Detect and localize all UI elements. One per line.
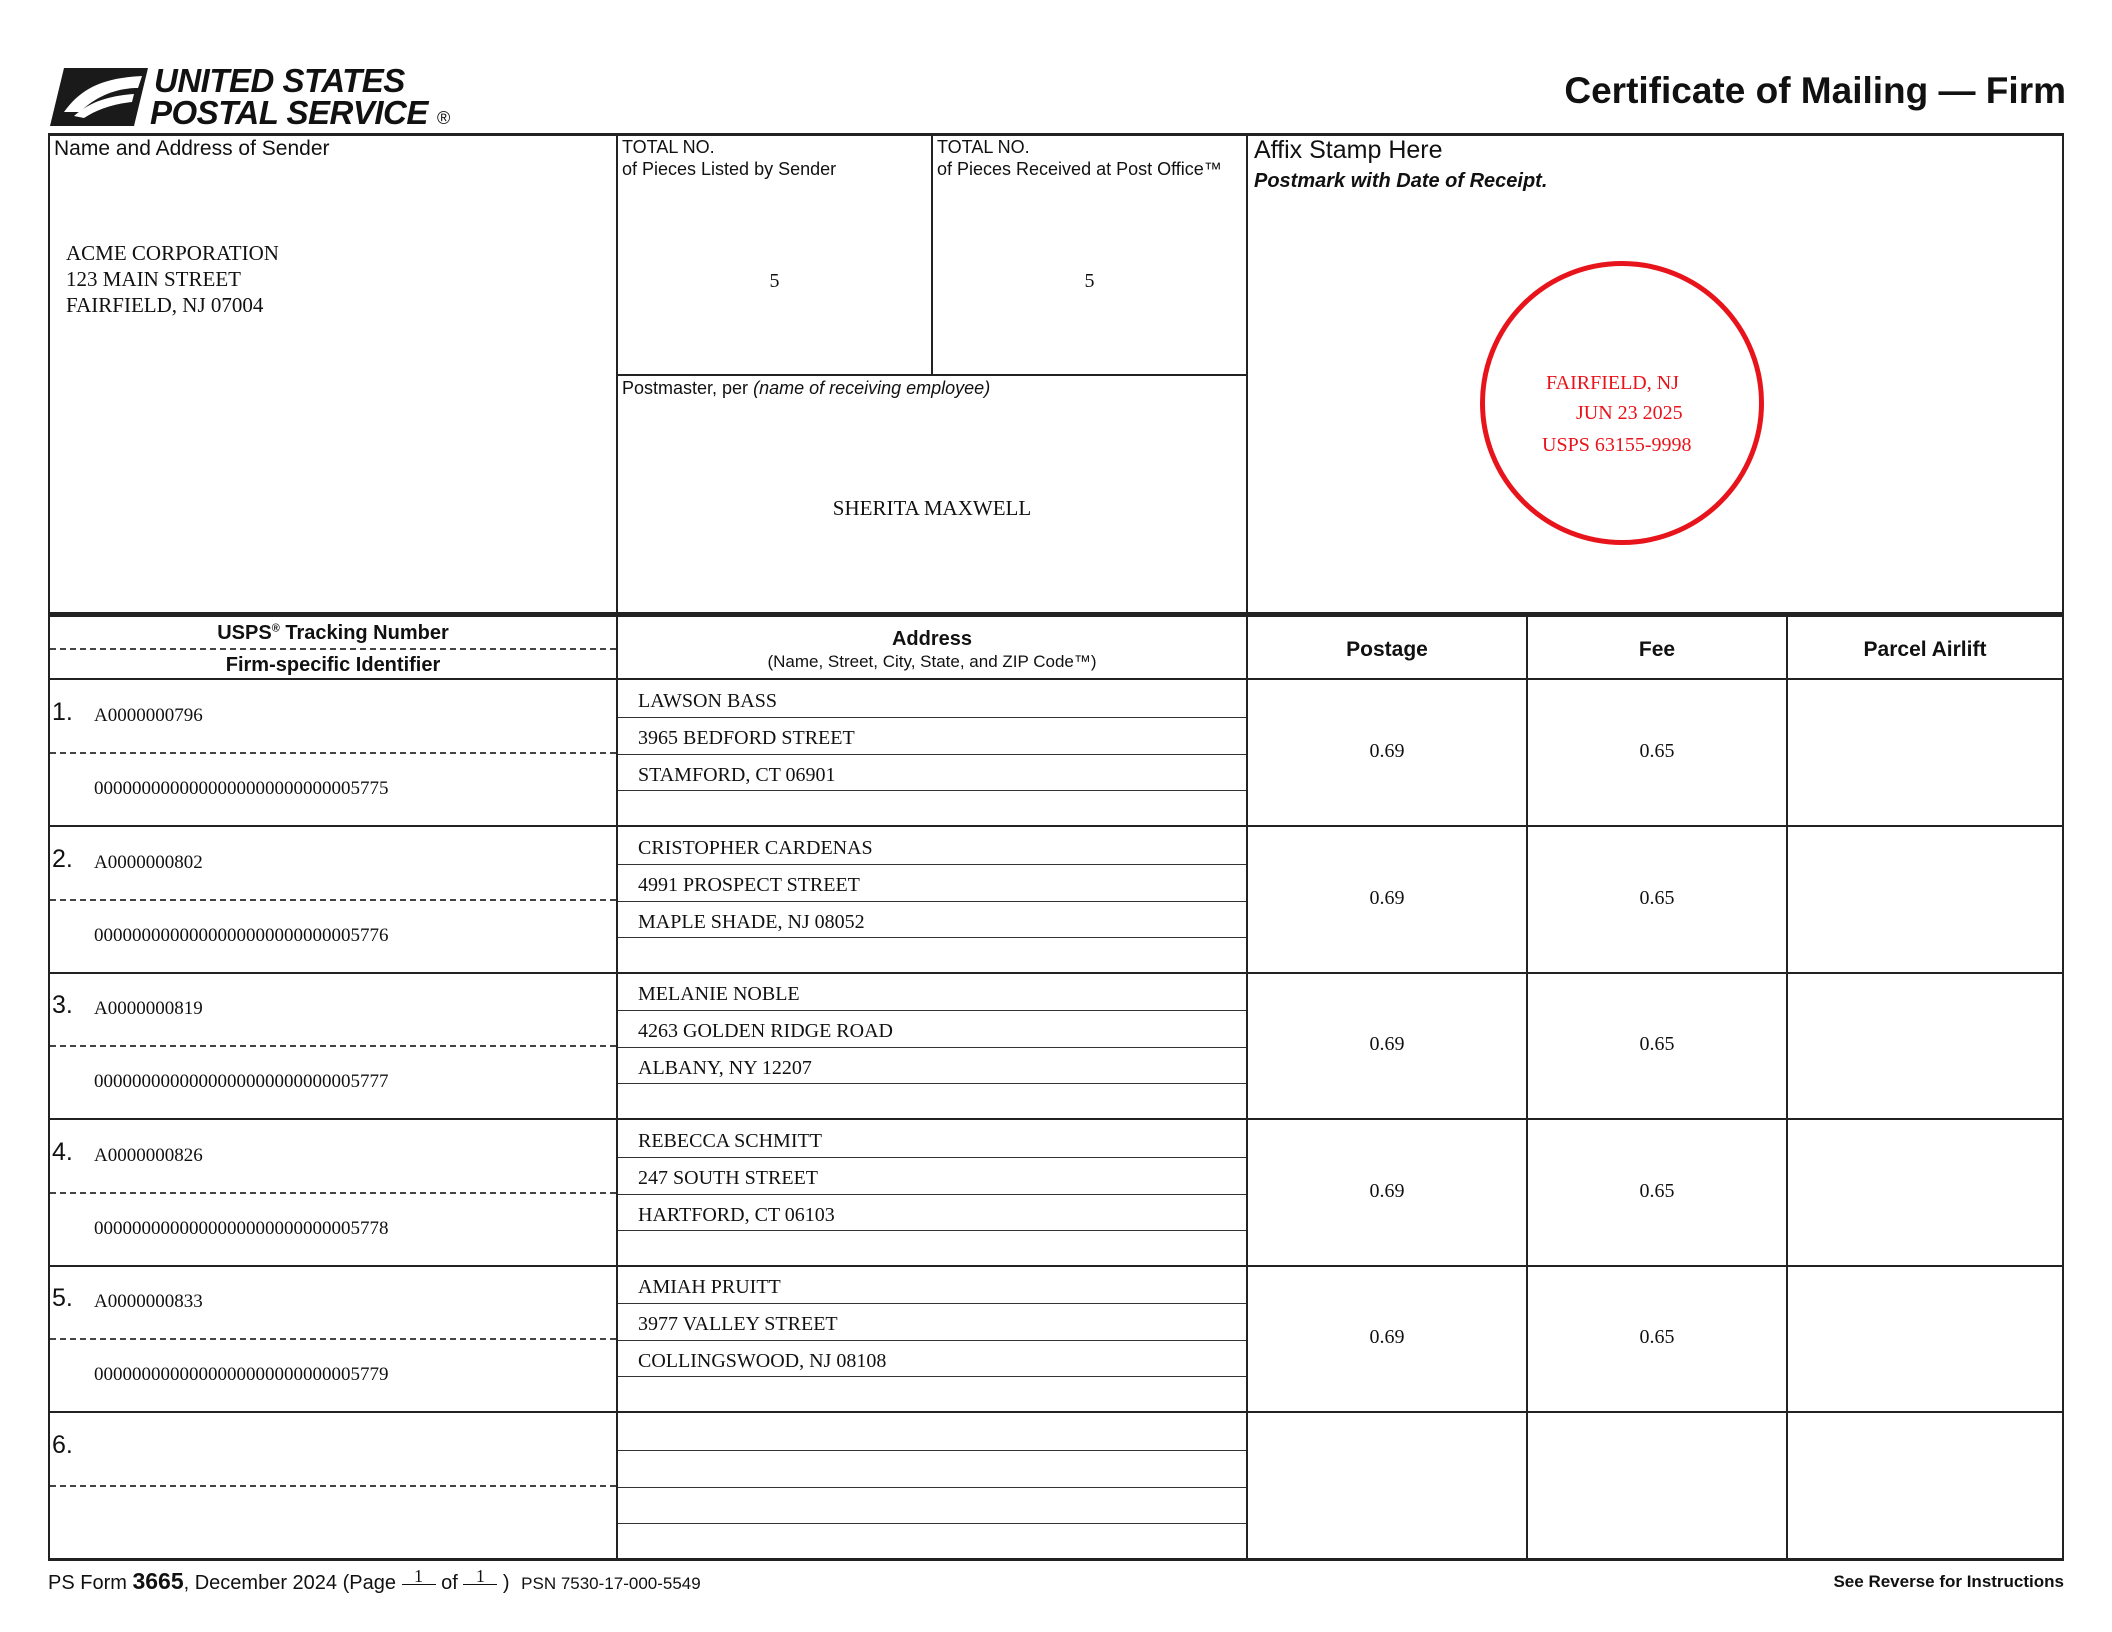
postmaster-label-italic: (name of receiving employee): [753, 378, 991, 398]
received-label: [937, 136, 1242, 180]
fee-header: Fee: [1638, 638, 1676, 661]
address-line-rule: [618, 1010, 1246, 1011]
instructions-note: See Reverse for Instructions: [1833, 1572, 2064, 1591]
page-number: 1: [402, 1568, 436, 1585]
psn-number: PSN 7530-17-000-5549: [521, 1574, 701, 1593]
listed-label: [622, 136, 922, 180]
address-line-rule: [618, 1083, 1246, 1084]
row-dash-divider: [50, 1045, 616, 1047]
tracking-number: A0000000819: [94, 998, 203, 1019]
fee-value: 0.65: [1639, 1180, 1675, 1202]
form-footer: [48, 1568, 701, 1595]
row-dash-divider: [50, 1485, 616, 1487]
sender-line3: FAIRFIELD, NJ 07004: [66, 293, 264, 317]
address-line-rule: [618, 1157, 1246, 1158]
address-subheader: (Name, Street, City, State, and ZIP Code™): [767, 652, 1097, 671]
address-line: COLLINGSWOOD, NJ 08108: [638, 1350, 887, 1372]
airlift-cell: [1788, 1120, 2062, 1265]
tracking-number-header: [50, 622, 616, 645]
airlift-cell: [1788, 1266, 2062, 1411]
row-number: 1.: [52, 698, 73, 726]
postmark-line3: USPS 63155-9998: [1542, 434, 1692, 456]
divider-top-section: [48, 612, 2064, 617]
address-line: 247 SOUTH STREET: [638, 1167, 818, 1189]
page-total: 1: [463, 1568, 497, 1585]
table-row: [0, 1413, 2112, 1560]
postmark-label: Postmark with Date of Receipt.: [1254, 170, 1548, 192]
listed-label-line1: TOTAL NO.: [622, 137, 715, 157]
address-line: 3977 VALLEY STREET: [638, 1313, 838, 1335]
fee-value: 0.65: [1639, 1326, 1675, 1348]
address-line-rule: [618, 1047, 1246, 1048]
received-value: 5: [1084, 270, 1095, 292]
address-line: ALBANY, NY 12207: [638, 1057, 812, 1079]
fee-value: 0.65: [1639, 740, 1675, 762]
address-line: AMIAH PRUITT: [638, 1276, 781, 1298]
usps-logo-line1: UNITED STATES: [154, 62, 405, 99]
address-line-rule: [618, 1487, 1246, 1488]
table-row: [0, 1266, 2112, 1413]
row-number: 6.: [52, 1431, 73, 1459]
table-row: [0, 1120, 2112, 1267]
firm-id-header: Firm-specific Identifier: [225, 654, 441, 676]
address-line-rule: [618, 1340, 1246, 1341]
address-line: MAPLE SHADE, NJ 08052: [638, 911, 865, 933]
postmark-line1: FAIRFIELD, NJ: [1546, 372, 1679, 394]
divider-totals-postmaster: [616, 374, 1248, 376]
postmaster-label: [622, 378, 990, 399]
table-row: [0, 827, 2112, 974]
airlift-cell: [1788, 827, 2062, 972]
address-line-rule: [618, 1450, 1246, 1451]
address-line: MELANIE NOBLE: [638, 983, 800, 1005]
sender-label: Name and Address of Sender: [54, 137, 330, 160]
address-line-rule: [618, 1376, 1246, 1377]
postage-value: 0.69: [1369, 740, 1405, 762]
firm-identifier: 0000000000000000000000000005775: [94, 778, 389, 799]
row-dash-divider: [50, 752, 616, 754]
airlift-header: Parcel Airlift: [1863, 638, 1987, 661]
tracking-number: A0000000802: [94, 852, 203, 873]
listed-value: 5: [769, 270, 780, 292]
of-label: of: [441, 1572, 458, 1594]
table-row: [0, 973, 2112, 1120]
row-dash-divider: [50, 1338, 616, 1340]
firm-identifier: 0000000000000000000000000005776: [94, 925, 389, 946]
close-paren: ): [502, 1572, 510, 1594]
tracking-number: A0000000833: [94, 1291, 203, 1312]
divider-listed-received: [931, 133, 933, 376]
address-line-rule: [618, 1230, 1246, 1231]
usps-logo-line2-text: POSTAL SERVICE: [150, 94, 428, 131]
listed-label-line2: of Pieces Listed by Sender: [622, 159, 837, 179]
postage-header: Postage: [1346, 638, 1428, 661]
eagle-icon: [50, 68, 148, 126]
address-header: Address: [891, 628, 973, 650]
registered-mark: ®: [437, 108, 451, 128]
usps-logo-line2: [150, 94, 450, 132]
sender-line1: ACME CORPORATION: [66, 241, 279, 265]
received-label-line1: TOTAL NO.: [937, 137, 1030, 157]
header-dash-divider: [50, 648, 616, 650]
tracking-number: A0000000796: [94, 705, 203, 726]
row-number: 4.: [52, 1138, 73, 1166]
form-title: Certificate of Mailing — Firm: [1564, 70, 2066, 111]
postmaster-label-text: Postmaster, per: [622, 378, 749, 398]
address-line: 3965 BEDFORD STREET: [638, 727, 855, 749]
tracking-rest-text: Tracking Number: [279, 622, 449, 644]
sender-line2: 123 MAIN STREET: [66, 267, 241, 291]
row-number: 2.: [52, 845, 73, 873]
row-number: 3.: [52, 991, 73, 1019]
tracking-registered-mark: ®: [271, 622, 280, 635]
received-label-line2: of Pieces Received at Post Office™: [937, 159, 1222, 179]
form-date: , December 2024 (Page: [183, 1572, 396, 1594]
affix-stamp-label: Affix Stamp Here: [1254, 136, 1443, 164]
airlift-cell: [1788, 1413, 2062, 1558]
address-line: HARTFORD, CT 06103: [638, 1204, 835, 1226]
address-line: REBECCA SCHMITT: [638, 1130, 822, 1152]
postage-value: 0.69: [1369, 887, 1405, 909]
firm-identifier: 0000000000000000000000000005779: [94, 1364, 389, 1385]
address-line: LAWSON BASS: [638, 690, 777, 712]
tracking-usps-text: USPS: [217, 622, 272, 644]
postmaster-name: SHERITA MAXWELL: [832, 496, 1032, 520]
address-line-rule: [618, 717, 1246, 718]
form-prefix: PS Form: [48, 1572, 133, 1594]
address-line-rule: [618, 754, 1246, 755]
address-line: STAMFORD, CT 06901: [638, 764, 836, 786]
table-row: [0, 680, 2112, 827]
fee-value: 0.65: [1639, 887, 1675, 909]
tracking-number: A0000000826: [94, 1145, 203, 1166]
fee-value: 0.65: [1639, 1033, 1675, 1055]
postage-value: 0.69: [1369, 1180, 1405, 1202]
postage-value: 0.69: [1369, 1033, 1405, 1055]
postmark-line2: JUN 23 2025: [1576, 402, 1683, 424]
address-line-rule: [618, 937, 1246, 938]
usps-logo: [50, 62, 451, 131]
row-bottom-border: [48, 1558, 2064, 1560]
row-number: 5.: [52, 1284, 73, 1312]
row-dash-divider: [50, 1192, 616, 1194]
address-line: 4991 PROSPECT STREET: [638, 874, 860, 896]
firm-identifier: 0000000000000000000000000005777: [94, 1071, 389, 1092]
address-line-rule: [618, 901, 1246, 902]
sender-address: [66, 240, 279, 318]
airlift-cell: [1788, 680, 2062, 825]
airlift-cell: [1788, 973, 2062, 1118]
address-line-rule: [618, 790, 1246, 791]
address-line-rule: [618, 1303, 1246, 1304]
address-line: 4263 GOLDEN RIDGE ROAD: [638, 1020, 893, 1042]
address-line-rule: [618, 1194, 1246, 1195]
address-line-rule: [618, 864, 1246, 865]
address-line-rule: [618, 1523, 1246, 1524]
row-dash-divider: [50, 899, 616, 901]
address-line: CRISTOPHER CARDENAS: [638, 837, 873, 859]
form-number: 3665: [132, 1568, 184, 1594]
firm-identifier: 0000000000000000000000000005778: [94, 1218, 389, 1239]
postage-value: 0.69: [1369, 1326, 1405, 1348]
